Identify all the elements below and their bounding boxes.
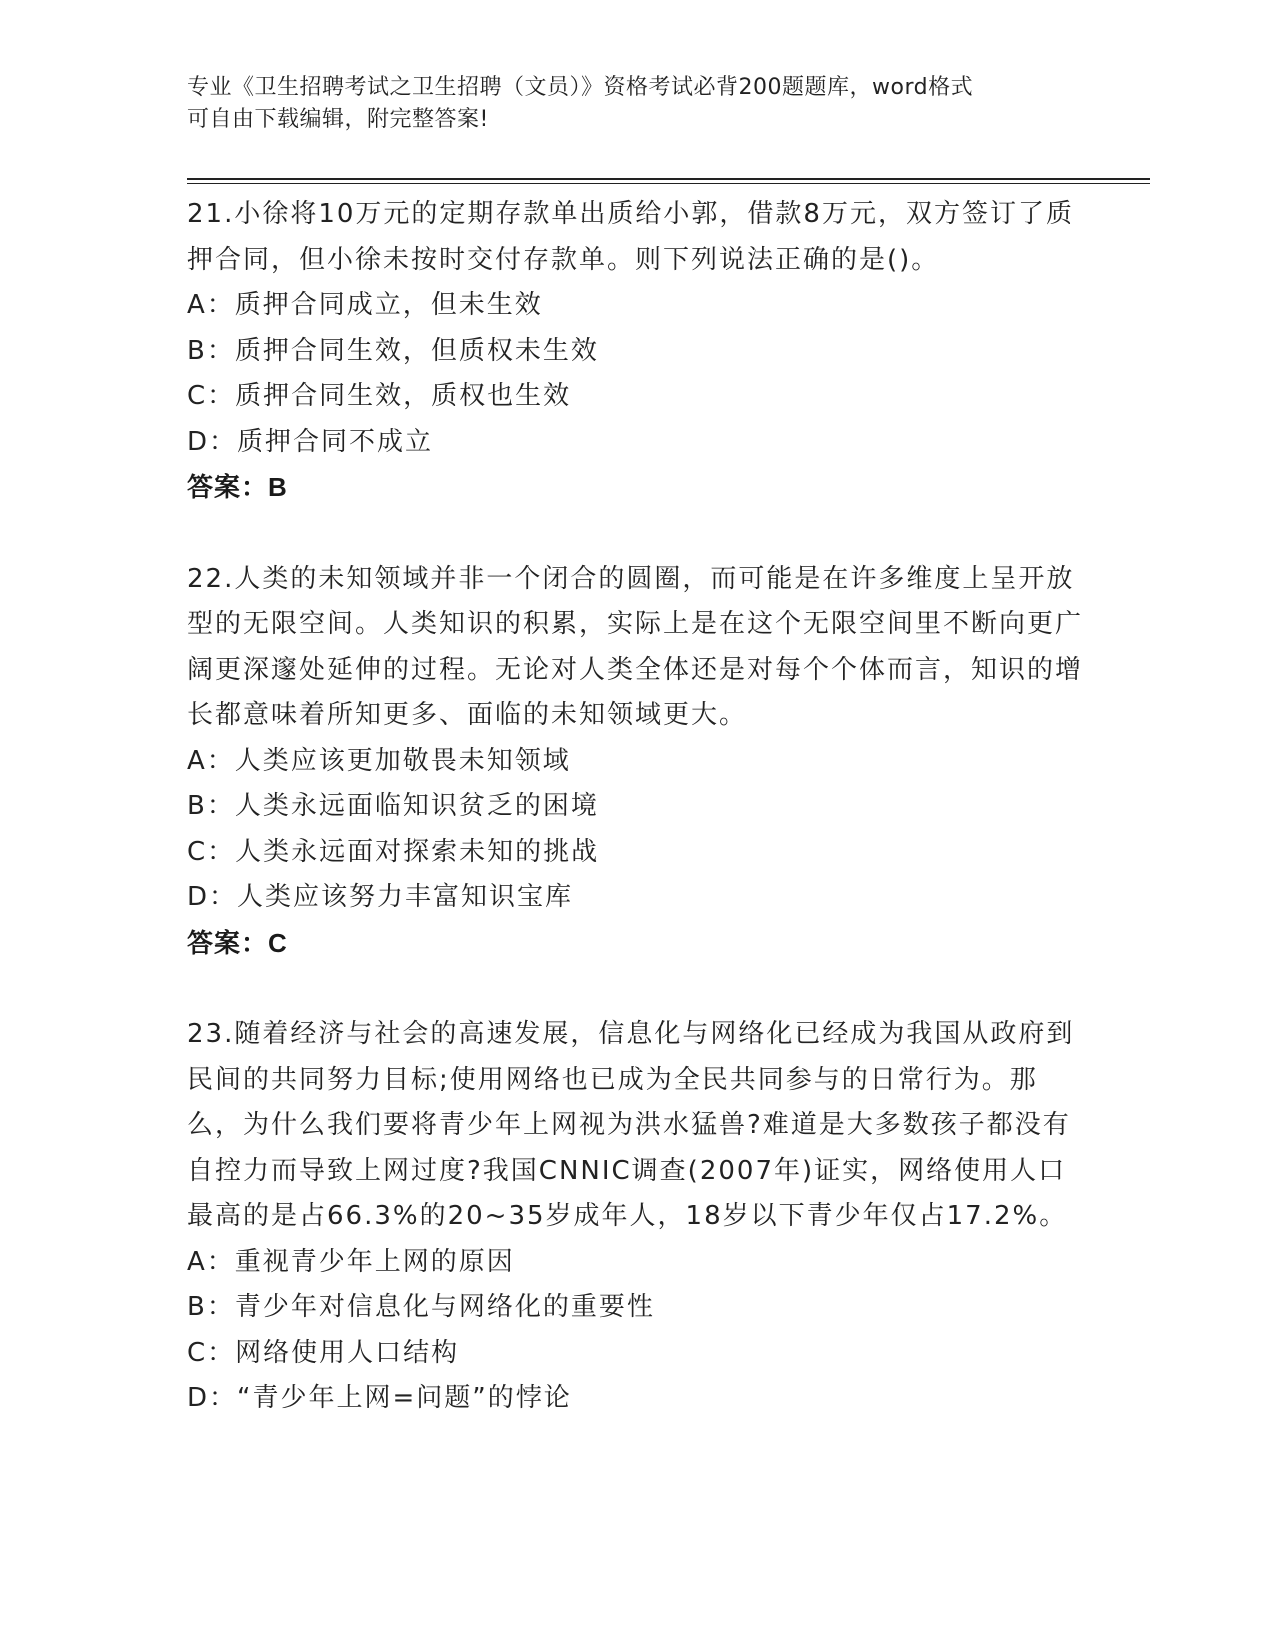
header-divider-thin [187, 183, 1150, 184]
option-b: B：质押合同生效，但质权未生效 [187, 335, 599, 366]
option-d: D：质押合同不成立 [187, 426, 434, 457]
option-d: D：“青少年上网=问题”的悖论 [187, 1383, 572, 1413]
option-a: A：人类应该更加敬畏未知领域 [187, 745, 571, 776]
document-title-line-1: 专业《卫生招聘考试之卫生招聘（文员）》资格考试必背200题题库，word格式 [187, 75, 974, 100]
question-list [187, 192, 1087, 1468]
answer-value: B [268, 472, 288, 502]
answer-line [187, 921, 1087, 967]
option-d: D：人类应该努力丰富知识宝库 [187, 882, 574, 912]
option-b: B：人类永远面临知识贫乏的困境 [187, 791, 599, 821]
option-a: A：质押合同成立，但未生效 [187, 290, 543, 320]
question-22 [187, 557, 1087, 967]
option-b: B：青少年对信息化与网络化的重要性 [187, 1292, 655, 1322]
answer-value: C [268, 927, 288, 958]
option-c: C：网络使用人口结构 [187, 1337, 460, 1368]
question-stem: 23.随着经济与社会的高速发展，信息化与网络化已经成为我国从政府到民间的共同努力目标;使用网络也已成为全民共同参与的日常行为。那么，为什么我们要将青少年上网视为洪水猛兽?难道是大多数孩子都没有自控力而导致上网过度?我国CNNIC调查(2007年)证实，网络使用人口最高的是占66.3%的20~35岁成年人，18岁以下青少年仅占17.2%。 [187, 1019, 1075, 1231]
answer-label: 答案： [187, 927, 269, 958]
question-23 [187, 1012, 1087, 1422]
question-stem: 21.小徐将10万元的定期存款单出质给小郭，借款8万元，双方签订了质押合同，但小徐未按时交付存款单。则下列说法正确的是()。 [187, 199, 1074, 275]
page-header [187, 72, 1067, 136]
question-stem: 22.人类的未知领域并非一个闭合的圆圈，而可能是在许多维度上呈开放型的无限空间。人类知识的积累，实际上是在这个无限空间里不断向更广阔更深邃处延伸的过程。无论对人类全体还是对每个个体而言，知识的增长都意味着所知更多、面临的未知领域更大。 [187, 563, 1084, 730]
option-c: C：人类永远面对探索未知的挑战 [187, 836, 600, 867]
document-title-line-2: 可自由下载编辑，附完整答案! [187, 107, 489, 132]
option-a: A：重视青少年上网的原因 [187, 1246, 515, 1277]
option-c: C：质押合同生效，质权也生效 [187, 381, 572, 411]
header-divider-thick [187, 178, 1150, 180]
question-21 [187, 192, 1087, 511]
answer-line [187, 465, 1087, 511]
answer-label: 答案： [187, 472, 269, 502]
